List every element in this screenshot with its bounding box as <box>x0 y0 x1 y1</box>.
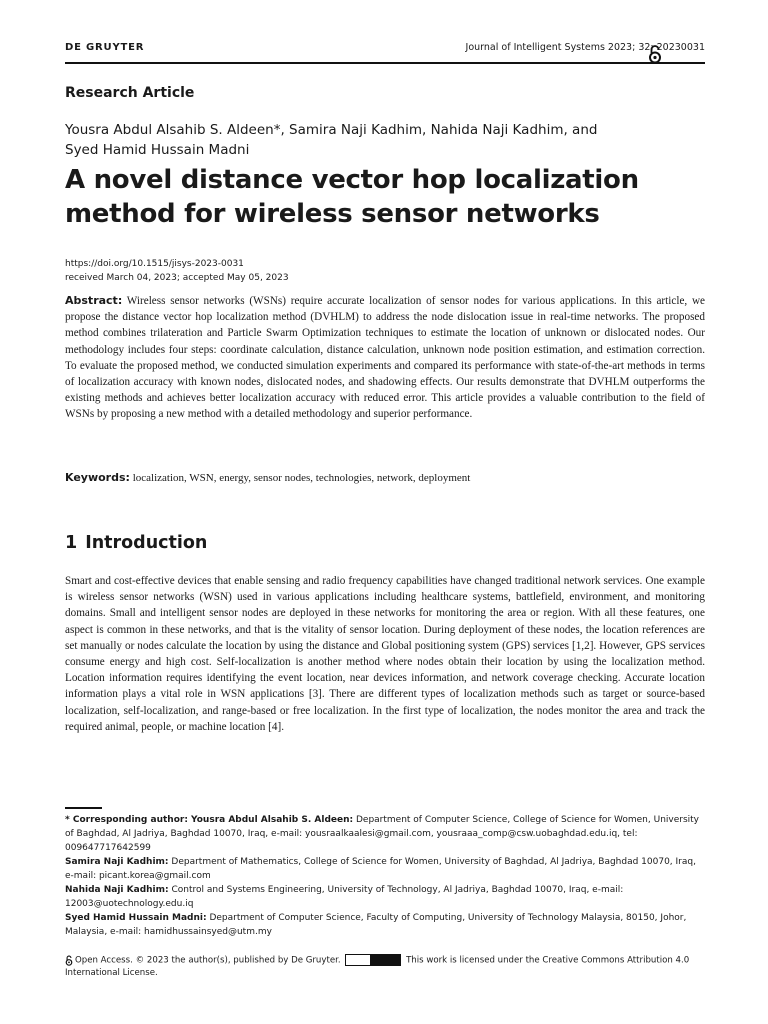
introduction-paragraph: Smart and cost-effective devices that enable sensing and radio frequency capabilities have changed traditional network services. One example is wireless sensor networks (WSN) used in various applications including healthcare systems, battlefield, environment, and monitoring domains. Small and intelligent sensor nodes are deployed in these networks for monitoring the area or region. With all these features, one aspect is common in these networks, and that is the vitality of sensor location. During deployment of these nodes, the location references are set manually or nodes calculate the location by using the distance and Global positioning system (GPS) services [1,2]. However, GPS services consume energy and high cost. Self-localization is another method where nodes obtain their location by using the localization method. Location information requires identifying the event location, near devices information, and network coverage checking. Accurate location information plays a vital role in WSN applications [3]. There are different types of localization methods such as target or source-based localization, self-localization, and range-based or free localization. In the first type of localization, the nodes monitor the area and track the required animal, people, or machine location [4]. <box>65 575 705 733</box>
doi-link[interactable]: https://doi.org/10.1515/jisys-2023-0031 <box>65 259 244 269</box>
footnote-text: Control and Systems Engineering, University of Technology, Al Jadriya, Baghdad 10070, Iraq, e-mail: 12003@uotechnology.edu.iq <box>65 885 624 909</box>
journal-citation: Journal of Intelligent Systems 2023; 32: 20230031 <box>465 42 705 53</box>
footnote <box>65 883 705 911</box>
author-footnotes <box>65 813 705 939</box>
article-type: Research Article <box>65 85 195 101</box>
abstract-label: Abstract: <box>65 294 123 307</box>
license-text-before: Open Access. © 2023 the author(s), published by De Gruyter. <box>75 955 341 966</box>
open-access-icon <box>648 44 662 64</box>
author-line: Yousra Abdul Alsahib S. Aldeen*, Samira Naji Kadhim, Nahida Naji Kadhim, and <box>65 122 598 138</box>
abstract <box>65 293 705 423</box>
footnote-author: Samira Naji Kadhim: <box>65 857 169 867</box>
footnote <box>65 813 705 855</box>
keywords-label: Keywords: <box>65 471 130 484</box>
footnote-text: Department of Computer Science, College of Science for Women, University of Baghdad, Al Jadriya, Baghdad 10070, Iraq, e-mail: yousraalkaalesi@gmail.com, yousraaa_comp@csw.uobaghdad.edu.iq, tel: 009647717642599 <box>65 815 700 853</box>
footnote-author: * Corresponding author: Yousra Abdul Alsahib S. Aldeen: <box>65 815 354 825</box>
footnote <box>65 911 705 939</box>
cc-by-badge-icon[interactable] <box>345 954 401 966</box>
footnote <box>65 855 705 883</box>
publisher-name: DE GRUYTER <box>65 42 145 53</box>
article-meta <box>65 257 289 285</box>
footnote-author: Syed Hamid Hussain Madni: <box>65 913 207 923</box>
title-line: A novel distance vector hop localization <box>65 165 639 195</box>
license-text-after: This work is licensed under the Creative Commons Attribution 4.0 International License. <box>65 955 690 978</box>
page-header <box>65 40 705 64</box>
author-line: Syed Hamid Hussain Madni <box>65 142 250 158</box>
open-access-small-icon <box>65 955 73 966</box>
footnote-text: Department of Computer Science, Faculty of Computing, University of Technology Malaysia, 80150, Johor, Malaysia, e-mail: hamidhussainsyed@utm.my <box>65 913 687 937</box>
section-heading <box>65 533 207 553</box>
received-dates: received March 04, 2023; accepted May 05, 2023 <box>65 273 289 283</box>
footnote-divider <box>65 807 102 809</box>
cc-logo-part <box>346 955 371 965</box>
by-logo-part <box>371 955 400 965</box>
license-note <box>65 954 705 979</box>
author-list <box>65 120 705 160</box>
section-title: Introduction <box>85 533 208 553</box>
title-line: method for wireless sensor networks <box>65 199 600 229</box>
keywords-text: localization, WSN, energy, sensor nodes, technologies, network, deployment <box>132 472 471 484</box>
article-title <box>65 163 705 231</box>
keywords <box>65 470 705 486</box>
section-number: 1 <box>65 533 78 553</box>
footnote-author: Nahida Naji Kadhim: <box>65 885 169 895</box>
abstract-text: Wireless sensor networks (WSNs) require accurate localization of sensor nodes for various applications. In this article, we propose the distance vector hop localization method (DVHLM) to address the node dislocation issue in real-time networks. The proposed method combines trilateration and Particle Swarm Optimization techniques to estimate the location of unknown or dislocated nodes. Our methodology includes four steps: coordinate calculation, distance calculation, unknown node position estimation, and estimation correction. To evaluate the proposed method, we conducted simulation experiments and compared its performance with state-of-the-art methods in terms of localization accuracy with known nodes, dislocated nodes, and shadowing effects. Our results demonstrate that DVHLM outperforms the existing methods and achieves better localization accuracy with reduced error. This article provides a valuable contribution to the field of WSNs by proposing a new method with a detailed methodology and superior performance. <box>65 295 705 421</box>
footnote-text: Department of Mathematics, College of Science for Women, University of Baghdad, Al Jadriya, Baghdad 10070, Iraq, e-mail: picant.korea@gmail.com <box>65 857 696 881</box>
